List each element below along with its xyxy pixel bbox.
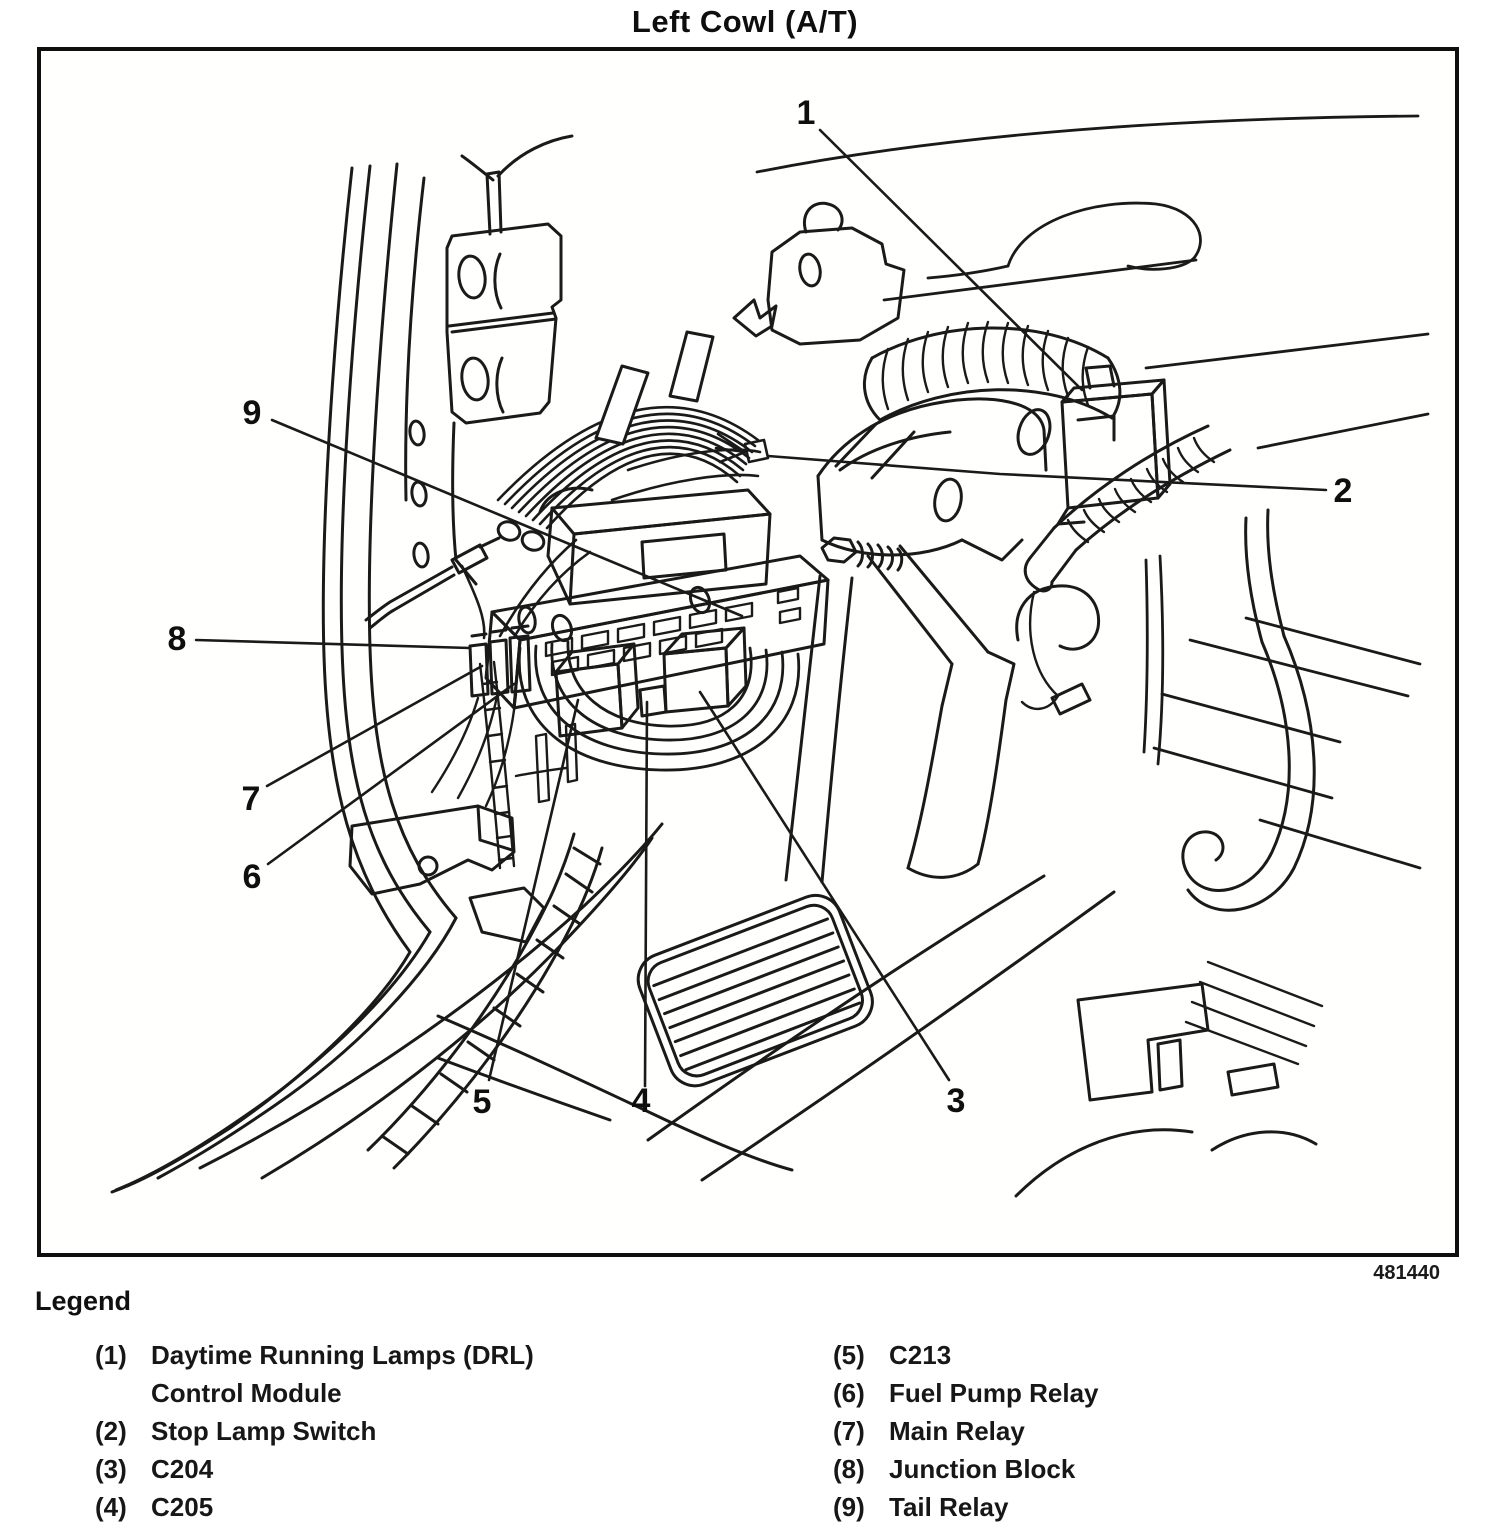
brake-pedal (631, 538, 902, 1093)
steering-hanger-bracket (734, 203, 904, 344)
legend-item-2-number: (2) (95, 1416, 127, 1446)
cowl-bracket (447, 136, 572, 423)
legend-item-8 (833, 1450, 1453, 1488)
legend-item-5 (833, 1336, 1453, 1374)
legend-item-3 (95, 1450, 735, 1488)
legend-item-3-label: C204 (151, 1454, 214, 1484)
callouts (196, 130, 1326, 1086)
callout-5-number: 5 (472, 1083, 492, 1121)
legend-item-6 (833, 1374, 1453, 1412)
legend-item-9-label: Tail Relay (889, 1492, 1009, 1522)
callout-7-number: 7 (241, 780, 261, 818)
legend-item-5-label: C213 (889, 1340, 952, 1370)
callout-7 (267, 666, 482, 786)
callout-8 (196, 640, 470, 648)
callout-1-number: 1 (796, 94, 816, 132)
legend-item-4-label: C205 (151, 1492, 214, 1522)
legend-item-4-number: (4) (95, 1492, 127, 1522)
drl-harness-tube (1022, 426, 1230, 714)
legend-item-5-number: (5) (833, 1340, 865, 1370)
legend-item-1 (95, 1336, 735, 1412)
legend-column-left (95, 1336, 735, 1526)
legend-item-6-label: Fuel Pump Relay (889, 1378, 1099, 1408)
callout-9-number: 9 (242, 394, 262, 432)
legend-item-9 (833, 1488, 1453, 1526)
legend-column-right (833, 1336, 1453, 1526)
legend-item-1-label: Daytime Running Lamps (DRL) Control Module (151, 1340, 534, 1408)
callout-5 (489, 700, 578, 1080)
connector-stack (432, 626, 530, 806)
legend-item-8-number: (8) (833, 1454, 865, 1484)
door-pillar-lines (112, 164, 476, 1192)
legend-item-7-number: (7) (833, 1416, 865, 1446)
callout-3-number: 3 (946, 1082, 966, 1120)
legend-item-6-number: (6) (833, 1378, 865, 1408)
legend-item-7-label: Main Relay (889, 1416, 1025, 1446)
check-rod (366, 538, 499, 628)
callout-4-number: 4 (631, 1082, 651, 1120)
pedal-support-bracket (818, 399, 1055, 560)
legend-item-9-number: (9) (833, 1492, 865, 1522)
drl-control-module (1058, 366, 1170, 524)
legend-item-1-number: (1) (95, 1340, 127, 1370)
page-title: Left Cowl (A/T) (631, 4, 859, 39)
legend-item-2-label: Stop Lamp Switch (151, 1416, 377, 1446)
dash-panel-lines (757, 116, 1428, 868)
figure-number: 481440 (1373, 1262, 1440, 1284)
wiring-harness-loom (462, 332, 758, 638)
legend-item-3-number: (3) (95, 1454, 127, 1484)
callout-2-number: 2 (1333, 472, 1353, 510)
legend-item-7 (833, 1412, 1453, 1450)
legend-item-2 (95, 1412, 735, 1450)
harness-conduit-right (1016, 510, 1322, 1196)
brake-pedal-pad (631, 888, 880, 1094)
callout-6-number: 6 (242, 858, 262, 896)
callout-3 (700, 692, 949, 1080)
legend-item-4 (95, 1488, 735, 1526)
legend-item-8-label: Junction Block (889, 1454, 1076, 1484)
callout-1 (820, 130, 1082, 390)
kick-panel-bracket (350, 806, 544, 942)
callout-4 (645, 702, 647, 1086)
callout-8-number: 8 (167, 620, 187, 658)
left-cowl-diagram (41, 51, 1455, 1253)
legend-heading: Legend (35, 1286, 132, 1316)
diagram-frame (37, 47, 1459, 1257)
callout-6 (268, 684, 514, 864)
